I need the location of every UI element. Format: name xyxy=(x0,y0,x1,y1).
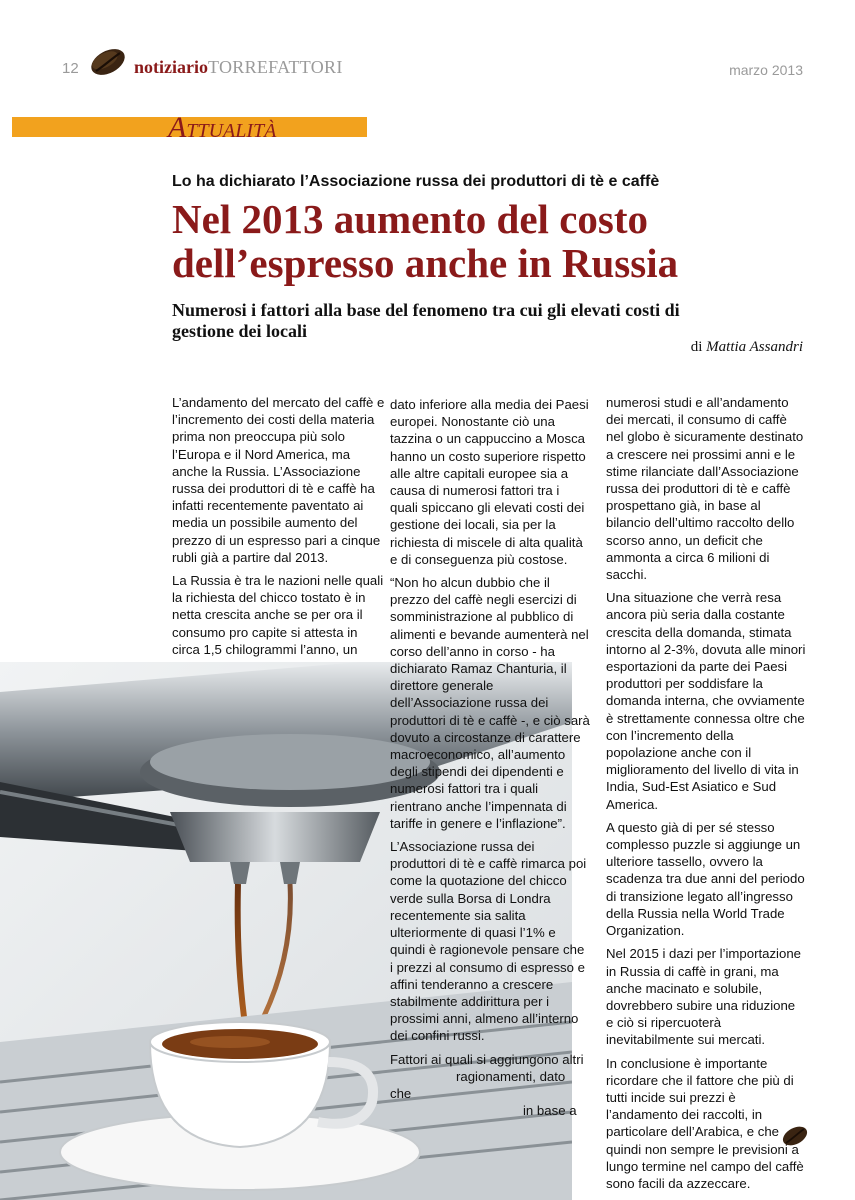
brand-sub: TORREFATTORI xyxy=(208,57,343,77)
paragraph: In conclusione è importante ricordare che il fattore che più di tutti incide sui prezzi è l’andamento dei raccolti, in particolare dell’Arabica, e che quindi non sempre le previsioni a lungo termine nel campo del caffè sono facili da azzeccare. xyxy=(606,1055,804,1191)
paragraph: L’andamento del mercato del caffè e l’incremento dei costi della materia prima non preoccupa più solo l’Europa e il Nord America, ma anche la Russia. L’Associazione russa dei produttori di tè e caffè ha infatti recentemente paventato ai media un possibile aumento del prezzo di un espresso pari a cinque rubli già a partire dal 2013. xyxy=(172,395,385,565)
article-kicker: Lo ha dichiarato l’Associazione russa dei produttori di tè e caffè xyxy=(172,173,660,190)
text-column-3 xyxy=(606,394,806,1198)
byline-author: Mattia Assandri xyxy=(706,339,803,355)
paragraph: Nel 2015 i dazi per l’importazione in Russia di caffè in grani, ma anche macinato e solubile, dovrebbero subire una riduzione e ciò si ripercuoterà inevitabilmente sui mercati. xyxy=(606,946,801,1048)
tail-line-1: Fattori ai quali si aggiungono altri xyxy=(390,1051,584,1067)
paragraph-tail xyxy=(390,1051,590,1120)
text-column-2 xyxy=(390,396,590,1119)
issue-date: marzo 2013 xyxy=(729,62,803,78)
paragraph: dato inferiore alla media dei Paesi europei. Nonostante ciò una tazzina o un cappuccino a Mosca hanno un costo superiore rispetto alle altre capitali europee sia a causa di numerosi fattori tra i quali spiccano gli elevati costi dei gestione dei locali, sia per la richiesta di miscele di alta qualità e di conseguenza più costose. xyxy=(390,397,589,567)
brand-title xyxy=(134,57,343,78)
article-subtitle: Numerosi i fattori alla base del fenomeno tra cui gli elevati costi di gestione dei locali xyxy=(172,300,680,341)
section-rest: TTUALITÀ xyxy=(186,120,277,142)
paragraph: L’Associazione russa dei produttori di tè e caffè rimarca poi come la quotazione del chicco verde sulla Borsa di Londra recentemente sia salita ulteriormente di quasi l’1% e quindi è ragionevole pensare che i prezzi al consumo di espresso e affini tenderanno a crescere stabilmente addirittura per i prossimi anni, almeno all’interno dei confini russi. xyxy=(390,839,587,1044)
paragraph: Una situazione che verrà resa ancora più seria dalla costante crescita della domanda, stimata intorno al 2-3%, dovuta alle minori esportazioni da parte dei Paesi produttori per soddisfare la domanda interna, che ovviamente è strettamente connessa oltre che con l’incremento della popolazione anche con il miglioramento del livello di vita in India, Sud-Est Asiatico e Sud America. xyxy=(606,590,806,812)
section-label xyxy=(168,111,276,145)
paragraph: La Russia è tra le nazioni nelle quali la richiesta del chicco tostato è in netta crescita anche se per ora il consumo pro capite si attesta in circa 1,5 chilogrammi l’anno, un xyxy=(172,573,384,657)
paragraph: A questo già di per sé stesso complesso puzzle si aggiunge un ulteriore tassello, ovvero la scadenza tra due anni del periodo di transizione legato all’ingresso della Russia nella World Trade Organization. xyxy=(606,819,805,939)
byline-prefix: di xyxy=(690,339,703,355)
article-title xyxy=(172,197,822,285)
text-column-1 xyxy=(172,394,386,664)
section-first-letter: A xyxy=(168,111,187,144)
coffee-bean-logo-icon xyxy=(88,46,128,83)
byline xyxy=(691,339,803,356)
brand-main: notiziario xyxy=(134,57,208,77)
tail-line-3: in base a xyxy=(523,1103,577,1119)
tail-line-2: ragionamenti, dato che xyxy=(390,1068,566,1101)
coffee-bean-end-icon xyxy=(780,1124,810,1153)
paragraph: “Non ho alcun dubbio che il prezzo del caffè negli esercizi di somministrazione al pubblico di alimenti e bevande aumenterà nel corso dell’anno in corso - ha dichiarato Ramaz Chanturia, il direttore generale dell’Associazione russa dei produttori di tè e caffè -, e ciò sarà dovuto a circostanze di carattere macroeconomico, all’aumento degli stipendi dei dipendenti e numerosi fattori tra i quali rientrano anche l’impennata di tariffe in genere e l’inflazione”. xyxy=(390,575,590,831)
page-number: 12 xyxy=(62,60,79,77)
title-line-1: Nel 2013 aumento del costo xyxy=(172,196,649,242)
title-line-2: dell’espresso anche in Russia xyxy=(172,240,679,286)
paragraph: numerosi studi e all’andamento dei mercati, il consumo di caffè nel globo è sicuramente destinato a crescere nei prossimi anni e le stime rilanciate dall’Associazione russa dei produttori di tè e caffè prospettano già, in base al bilancio dell’ultimo raccolto dello scorso anno, un deficit che ammonta a circa 6 milioni di sacchi. xyxy=(606,395,804,583)
